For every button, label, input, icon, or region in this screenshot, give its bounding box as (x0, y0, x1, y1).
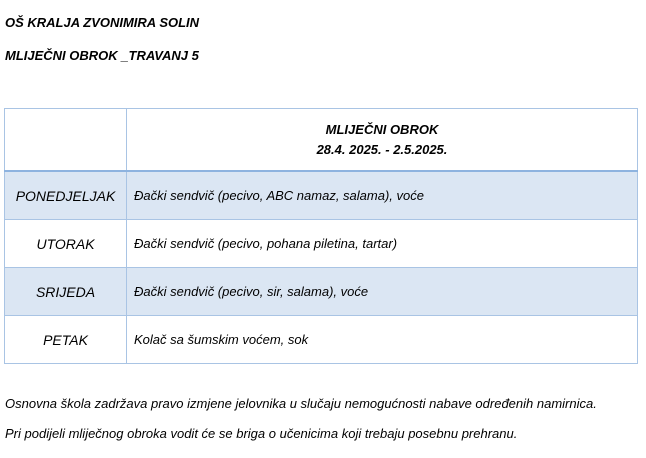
day-cell: SRIJEDA (5, 268, 127, 316)
day-cell: PETAK (5, 316, 127, 364)
meal-cell: Đački sendvič (pecivo, sir, salama), voće (127, 268, 638, 316)
table-row (5, 316, 638, 364)
table-header-row (5, 109, 638, 172)
table-row (5, 268, 638, 316)
day-cell: UTORAK (5, 220, 127, 268)
disclaimer-note: Osnovna škola zadržava pravo izmjene jelovnika u slučaju nemogućnosti nabave određenih namirnica. (5, 396, 597, 411)
header-title-cell (127, 109, 638, 172)
meal-cell: Kolač sa šumskim voćem, sok (127, 316, 638, 364)
school-name: OŠ KRALJA ZVONIMIRA SOLIN (5, 15, 200, 30)
menu-date-range: 28.4. 2025. - 2.5.2025. (316, 141, 448, 157)
table-row (5, 171, 638, 220)
meal-cell: Đački sendvič (pecivo, ABC namaz, salama), voće (127, 171, 638, 220)
meal-cell: Đački sendvič (pecivo, pohana piletina, tartar) (127, 220, 638, 268)
document-title: MLIJEČNI OBROK _TRAVANJ 5 (5, 48, 199, 63)
header-empty-cell (5, 109, 127, 172)
menu-title: MLIJEČNI OBROK (325, 121, 439, 137)
dietary-note: Pri podijeli mliječnog obroka vodit će se briga o učenicima koji trebaju posebnu prehranu. (5, 426, 518, 441)
day-cell: PONEDJELJAK (5, 171, 127, 220)
menu-table (4, 108, 638, 364)
table-row (5, 220, 638, 268)
